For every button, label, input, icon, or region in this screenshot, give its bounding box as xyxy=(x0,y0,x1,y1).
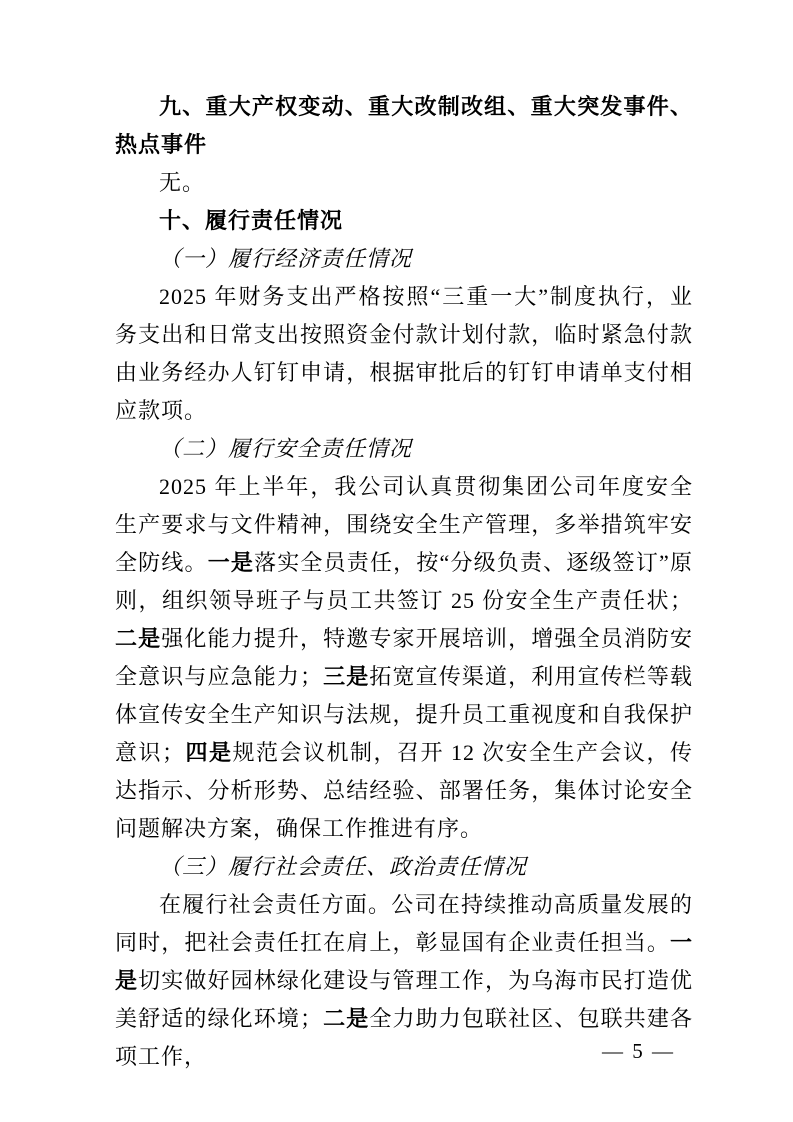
page-number: — 5 — xyxy=(602,1039,675,1063)
emphasis-marker-3: 三是 xyxy=(323,664,370,689)
emphasis-marker-1: 一是 xyxy=(115,930,693,993)
text-segment: 在履行社会责任方面。公司在持续推动高质量发展的同时，把社会责任扛在肩上，彰显国有企业责任担当。 xyxy=(115,892,693,955)
paragraph-economic: 2025 年财务支出严格按照“三重一大”制度执行，业务支出和日常支出按照资金付款计划付款，临时紧急付款由业务经办人钉钉申请，根据审批后的钉钉申请单支付相应款项。 xyxy=(115,284,693,423)
emphasis-marker-2: 二是 xyxy=(323,1006,370,1031)
subsection-heading-social: （三）履行社会责任、政治责任情况 xyxy=(159,854,528,879)
emphasis-marker-1: 一是 xyxy=(207,550,255,575)
text-segment: 拓宽宣传渠道，利用宣传栏等载体宣传安全生产知识与法规，提升员工重视度和自我保护意识； xyxy=(115,664,693,765)
section-heading-9: 九、重大产权变动、重大改制改组、重大突发事件、热点事件 xyxy=(115,94,693,157)
subsection-heading-safety: （二）履行安全责任情况 xyxy=(159,436,413,461)
section-heading-10: 十、履行责任情况 xyxy=(159,208,344,233)
text-segment: 落实全员责任，按“分级负责、逐级签订”原则，组织领导班子与员工共签订 25 份安全生产责任状； xyxy=(115,550,693,613)
text-segment: 规范会议机制，召开 12 次安全生产会议，传达指示、分析形势、总结经验、部署任务，集体讨论安全问题解决方案，确保工作推进有序。 xyxy=(115,740,693,841)
paragraph-section9-none: 无。 xyxy=(159,170,206,195)
text-segment: 强化能力提升，特邀专家开展培训，增强全员消防安全意识与应急能力； xyxy=(115,626,693,689)
emphasis-marker-4: 四是 xyxy=(185,740,233,765)
paragraph-safety xyxy=(115,468,693,848)
text-segment: 全力助力包联社区、包联共建各项工作， xyxy=(115,1006,693,1069)
document-body xyxy=(115,88,693,1076)
subsection-heading-economic: （一）履行经济责任情况 xyxy=(159,246,413,271)
emphasis-marker-2: 二是 xyxy=(115,626,162,651)
text-segment: 2025 年上半年，我公司认真贯彻集团公司年度安全生产要求与文件精神，围绕安全生产管理，多举措筑牢安全防线。 xyxy=(115,474,693,575)
text-segment: 切实做好园林绿化建设与管理工作，为乌海市民打造优美舒适的绿化环境； xyxy=(115,968,693,1031)
